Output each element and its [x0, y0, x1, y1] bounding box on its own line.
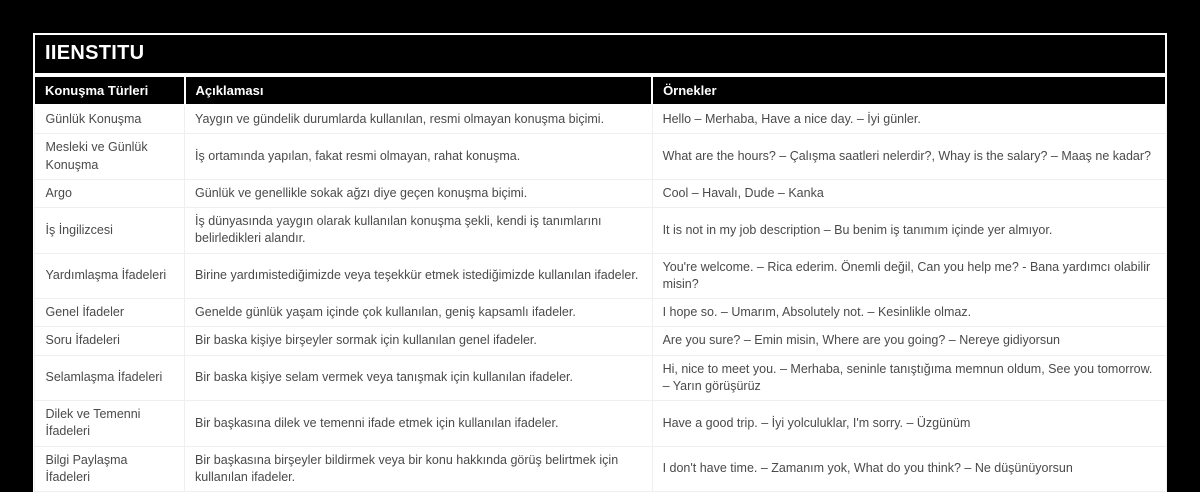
cell-description: Bir başkasına birşeyler bildirmek veya bir konu hakkında görüş belirtmek için kullanılan ifadeler. — [185, 446, 653, 492]
speech-types-table — [33, 75, 1167, 492]
cell-description: Genelde günlük yaşam içinde çok kullanılan, geniş kapsamlı ifadeler. — [185, 299, 653, 327]
column-header-type: Konuşma Türleri — [34, 76, 185, 105]
cell-speech-type: Mesleki ve Günlük Konuşma — [34, 134, 185, 180]
cell-description: Günlük ve genellikle sokak ağzı diye geçen konuşma biçimi. — [185, 179, 653, 207]
table-row — [34, 134, 1166, 180]
cell-examples: It is not in my job description – Bu benim iş tanımım içinde yer almıyor. — [652, 208, 1166, 254]
cell-speech-type: Günlük Konuşma — [34, 105, 185, 134]
cell-speech-type: Argo — [34, 179, 185, 207]
table-row — [34, 401, 1166, 447]
cell-examples: Have a good trip. – İyi yolculuklar, I'm sorry. – Üzgünüm — [652, 401, 1166, 447]
column-header-description: Açıklaması — [185, 76, 653, 105]
cell-examples: I don't have time. – Zamanım yok, What do you think? – Ne düşünüyorsun — [652, 446, 1166, 492]
cell-speech-type: Yardımlaşma İfadeleri — [34, 253, 185, 299]
cell-examples: You're welcome. – Rica ederim. Önemli değil, Can you help me? - Bana yardımcı olabilir misin? — [652, 253, 1166, 299]
table-header — [34, 76, 1166, 105]
cell-description: İş dünyasında yaygın olarak kullanılan konuşma şekli, kendi iş tanımlarını belirledikleri alandır. — [185, 208, 653, 254]
cell-description: İş ortamında yapılan, fakat resmi olmayan, rahat konuşma. — [185, 134, 653, 180]
table-row — [34, 179, 1166, 207]
cell-examples: I hope so. – Umarım, Absolutely not. – Kesinlikle olmaz. — [652, 299, 1166, 327]
page-title: IIENSTITU — [33, 33, 1167, 75]
table-row — [34, 327, 1166, 355]
cell-speech-type: Dilek ve Temenni İfadeleri — [34, 401, 185, 447]
cell-speech-type: İş İngilizcesi — [34, 208, 185, 254]
table-row — [34, 355, 1166, 401]
cell-examples: Cool – Havalı, Dude – Kanka — [652, 179, 1166, 207]
cell-speech-type: Genel İfadeler — [34, 299, 185, 327]
table-header-row — [34, 76, 1166, 105]
table-row — [34, 446, 1166, 492]
cell-description: Bir baska kişiye selam vermek veya tanışmak için kullanılan ifadeler. — [185, 355, 653, 401]
cell-speech-type: Selamlaşma İfadeleri — [34, 355, 185, 401]
speech-types-panel — [33, 33, 1167, 492]
column-header-examples: Örnekler — [652, 76, 1166, 105]
cell-description: Bir başkasına dilek ve temenni ifade etmek için kullanılan ifadeler. — [185, 401, 653, 447]
table-row — [34, 253, 1166, 299]
table-row — [34, 208, 1166, 254]
table-row — [34, 105, 1166, 134]
cell-examples: Are you sure? – Emin misin, Where are you going? – Nereye gidiyorsun — [652, 327, 1166, 355]
cell-examples: Hello – Merhaba, Have a nice day. – İyi günler. — [652, 105, 1166, 134]
cell-description: Yaygın ve gündelik durumlarda kullanılan, resmi olmayan konuşma biçimi. — [185, 105, 653, 134]
cell-description: Birine yardımistediğimizde veya teşekkür etmek istediğimizde kullanılan ifadeler. — [185, 253, 653, 299]
table-row — [34, 299, 1166, 327]
cell-examples: Hi, nice to meet you. – Merhaba, seninle tanıştığıma memnun oldum, See you tomorrow. – Yarın görüşürüz — [652, 355, 1166, 401]
cell-description: Bir baska kişiye birşeyler sormak için kullanılan genel ifadeler. — [185, 327, 653, 355]
table-body — [34, 105, 1166, 492]
cell-examples: What are the hours? – Çalışma saatleri nelerdir?, Whay is the salary? – Maaş ne kadar? — [652, 134, 1166, 180]
cell-speech-type: Soru İfadeleri — [34, 327, 185, 355]
cell-speech-type: Bilgi Paylaşma İfadeleri — [34, 446, 185, 492]
